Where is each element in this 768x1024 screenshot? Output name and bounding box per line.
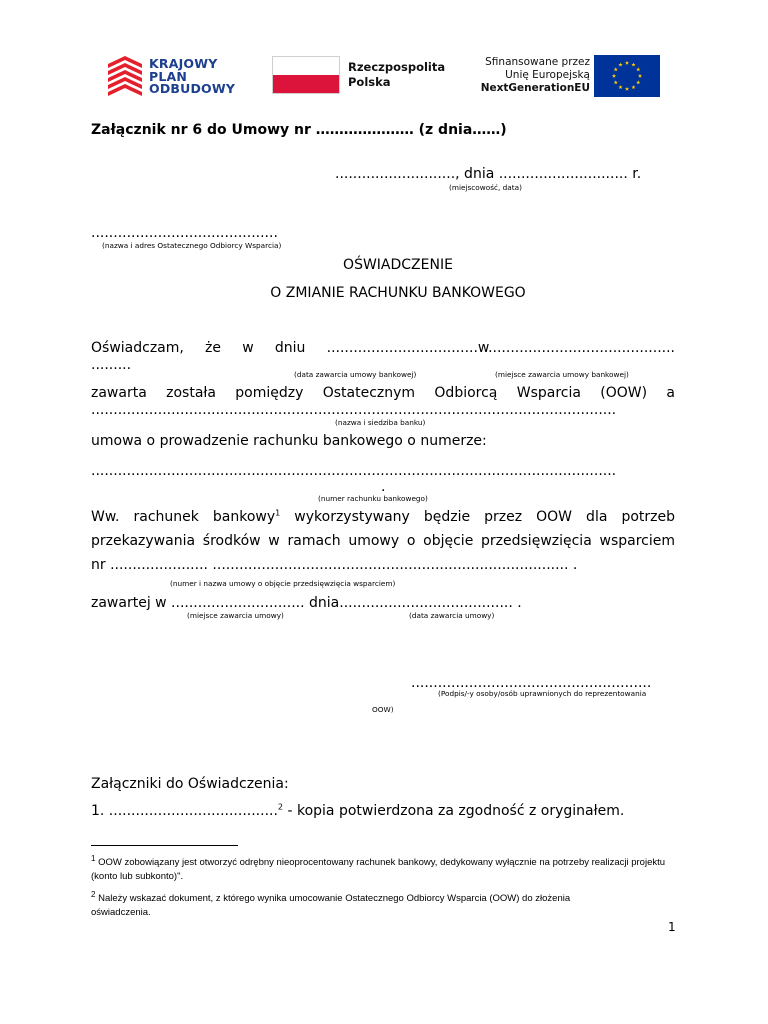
eu-line3: NextGenerationEU <box>480 82 590 94</box>
paragraph1-line3: zawarta została pomiędzy Ostatecznym Odbiorcą Wsparcia (OOW) a <box>91 385 675 401</box>
paragraph3-line2: przekazywania środków w ramach umowy o objęcie przedsięwzięcia wsparciem <box>91 533 675 549</box>
kpo-line3: ODBUDOWY <box>149 81 236 96</box>
place-date-caption: (miejscowość, data) <box>449 183 522 192</box>
kpo-logo <box>106 54 246 98</box>
paragraph3-line3: nr ...................... ................................................................................ . <box>91 557 578 573</box>
footnote-2-text: Należy wskazać dokument, z którego wynika umocowanie Ostatecznego Odbiorcy Wsparcia (OOW) do złożenia oświadczenia. <box>91 893 571 918</box>
footnote-separator <box>91 845 238 846</box>
recipient-line: .......................................... <box>91 225 278 241</box>
kpo-emblem-icon <box>106 54 144 98</box>
attachments-heading: Załączniki do Oświadczenia: <box>91 776 289 792</box>
paragraph2-line3: . <box>381 479 386 495</box>
paragraph3-line1: Ww. rachunek bankowy$^1$ wykorzystywany będzie przez OOW dla potrzeb <box>91 508 675 525</box>
paragraph1-line1: Oświadczam, że w dniu ..................................w.......................................... <box>91 340 675 356</box>
paragraph2-caption: (numer rachunku bankowego) <box>318 494 428 503</box>
document-title: OŚWIADCZENIE <box>343 257 453 273</box>
footnote-ref-1[interactable]: 1 <box>275 508 281 518</box>
kpo-line1: KRAJOWY <box>149 56 218 71</box>
paragraph3-caption1: (numer i nazwa umowy o objęcie przedsięwzięcia wsparciem) <box>170 579 396 588</box>
footnote-2-number: 2 <box>91 889 96 899</box>
rp-logo <box>272 56 452 96</box>
paragraph1-line4: ...................................................................................................................... <box>91 402 617 418</box>
attachment-item-1: 1. ......................................$^2$ - kopia potwierdzona za zgodność z oryginałem. <box>91 802 625 819</box>
signature-caption2: OOW) <box>372 705 394 714</box>
paragraph3-caption2: (miejsce zawarcia umowy) <box>187 611 284 620</box>
footnote-2 <box>91 889 621 920</box>
eu-line2: Unię Europejską <box>505 69 590 81</box>
recipient-caption: (nazwa i adres Ostatecznego Odbiorcy Wsparcia) <box>102 241 282 250</box>
paragraph1-caption1: (data zawarcia umowy bankowej) <box>294 370 417 379</box>
footnote-1-text: OOW zobowiązany jest otworzyć odrębny nieoprocentowany rachunek bankowy, dedykowany wyłącznie na potrzeby realizacji projektu (konto lub subkonto)". <box>91 857 666 882</box>
page-number: 1 <box>668 920 676 934</box>
paragraph1-caption2: (miejsce zawarcia umowy bankowej) <box>495 370 629 379</box>
paragraph3-caption3: (data zawarcia umowy) <box>409 611 495 620</box>
paragraph1-line2: ......... <box>91 357 132 373</box>
paragraph1-caption3: (nazwa i siedziba banku) <box>335 418 426 427</box>
footnote-ref-2[interactable]: 2 <box>277 802 284 812</box>
signature-caption1: (Podpis/-y osoby/osób uprawnionych do reprezentowania <box>438 689 647 698</box>
rp-line1: Rzeczpospolita <box>348 60 446 74</box>
kpo-line2: PLAN <box>149 68 188 84</box>
eu-flag-icon <box>594 55 660 97</box>
eu-logo <box>460 55 660 97</box>
footnote-1-number: 1 <box>91 853 96 863</box>
place-date-line: ..........................., dnia ............................. r. <box>335 166 642 182</box>
paragraph2-line1: umowa o prowadzenie rachunku bankowego o numerze: <box>91 433 487 449</box>
rp-line2: Polska <box>348 75 391 89</box>
document-subtitle: O ZMIANIE RACHUNKU BANKOWEGO <box>270 285 526 301</box>
eu-line1: Sfinansowane przez <box>485 56 590 68</box>
signature-line: ...................................................... <box>411 675 652 691</box>
paragraph2-line2: ...................................................................................................................... <box>91 463 617 479</box>
attachment-title: Załącznik nr 6 do Umowy nr ………………… (z dnia……) <box>91 122 507 138</box>
footnote-1 <box>91 853 681 884</box>
poland-flag-icon <box>272 56 340 94</box>
paragraph3-line4: zawartej w .............................. dnia....................................... . <box>91 595 522 611</box>
